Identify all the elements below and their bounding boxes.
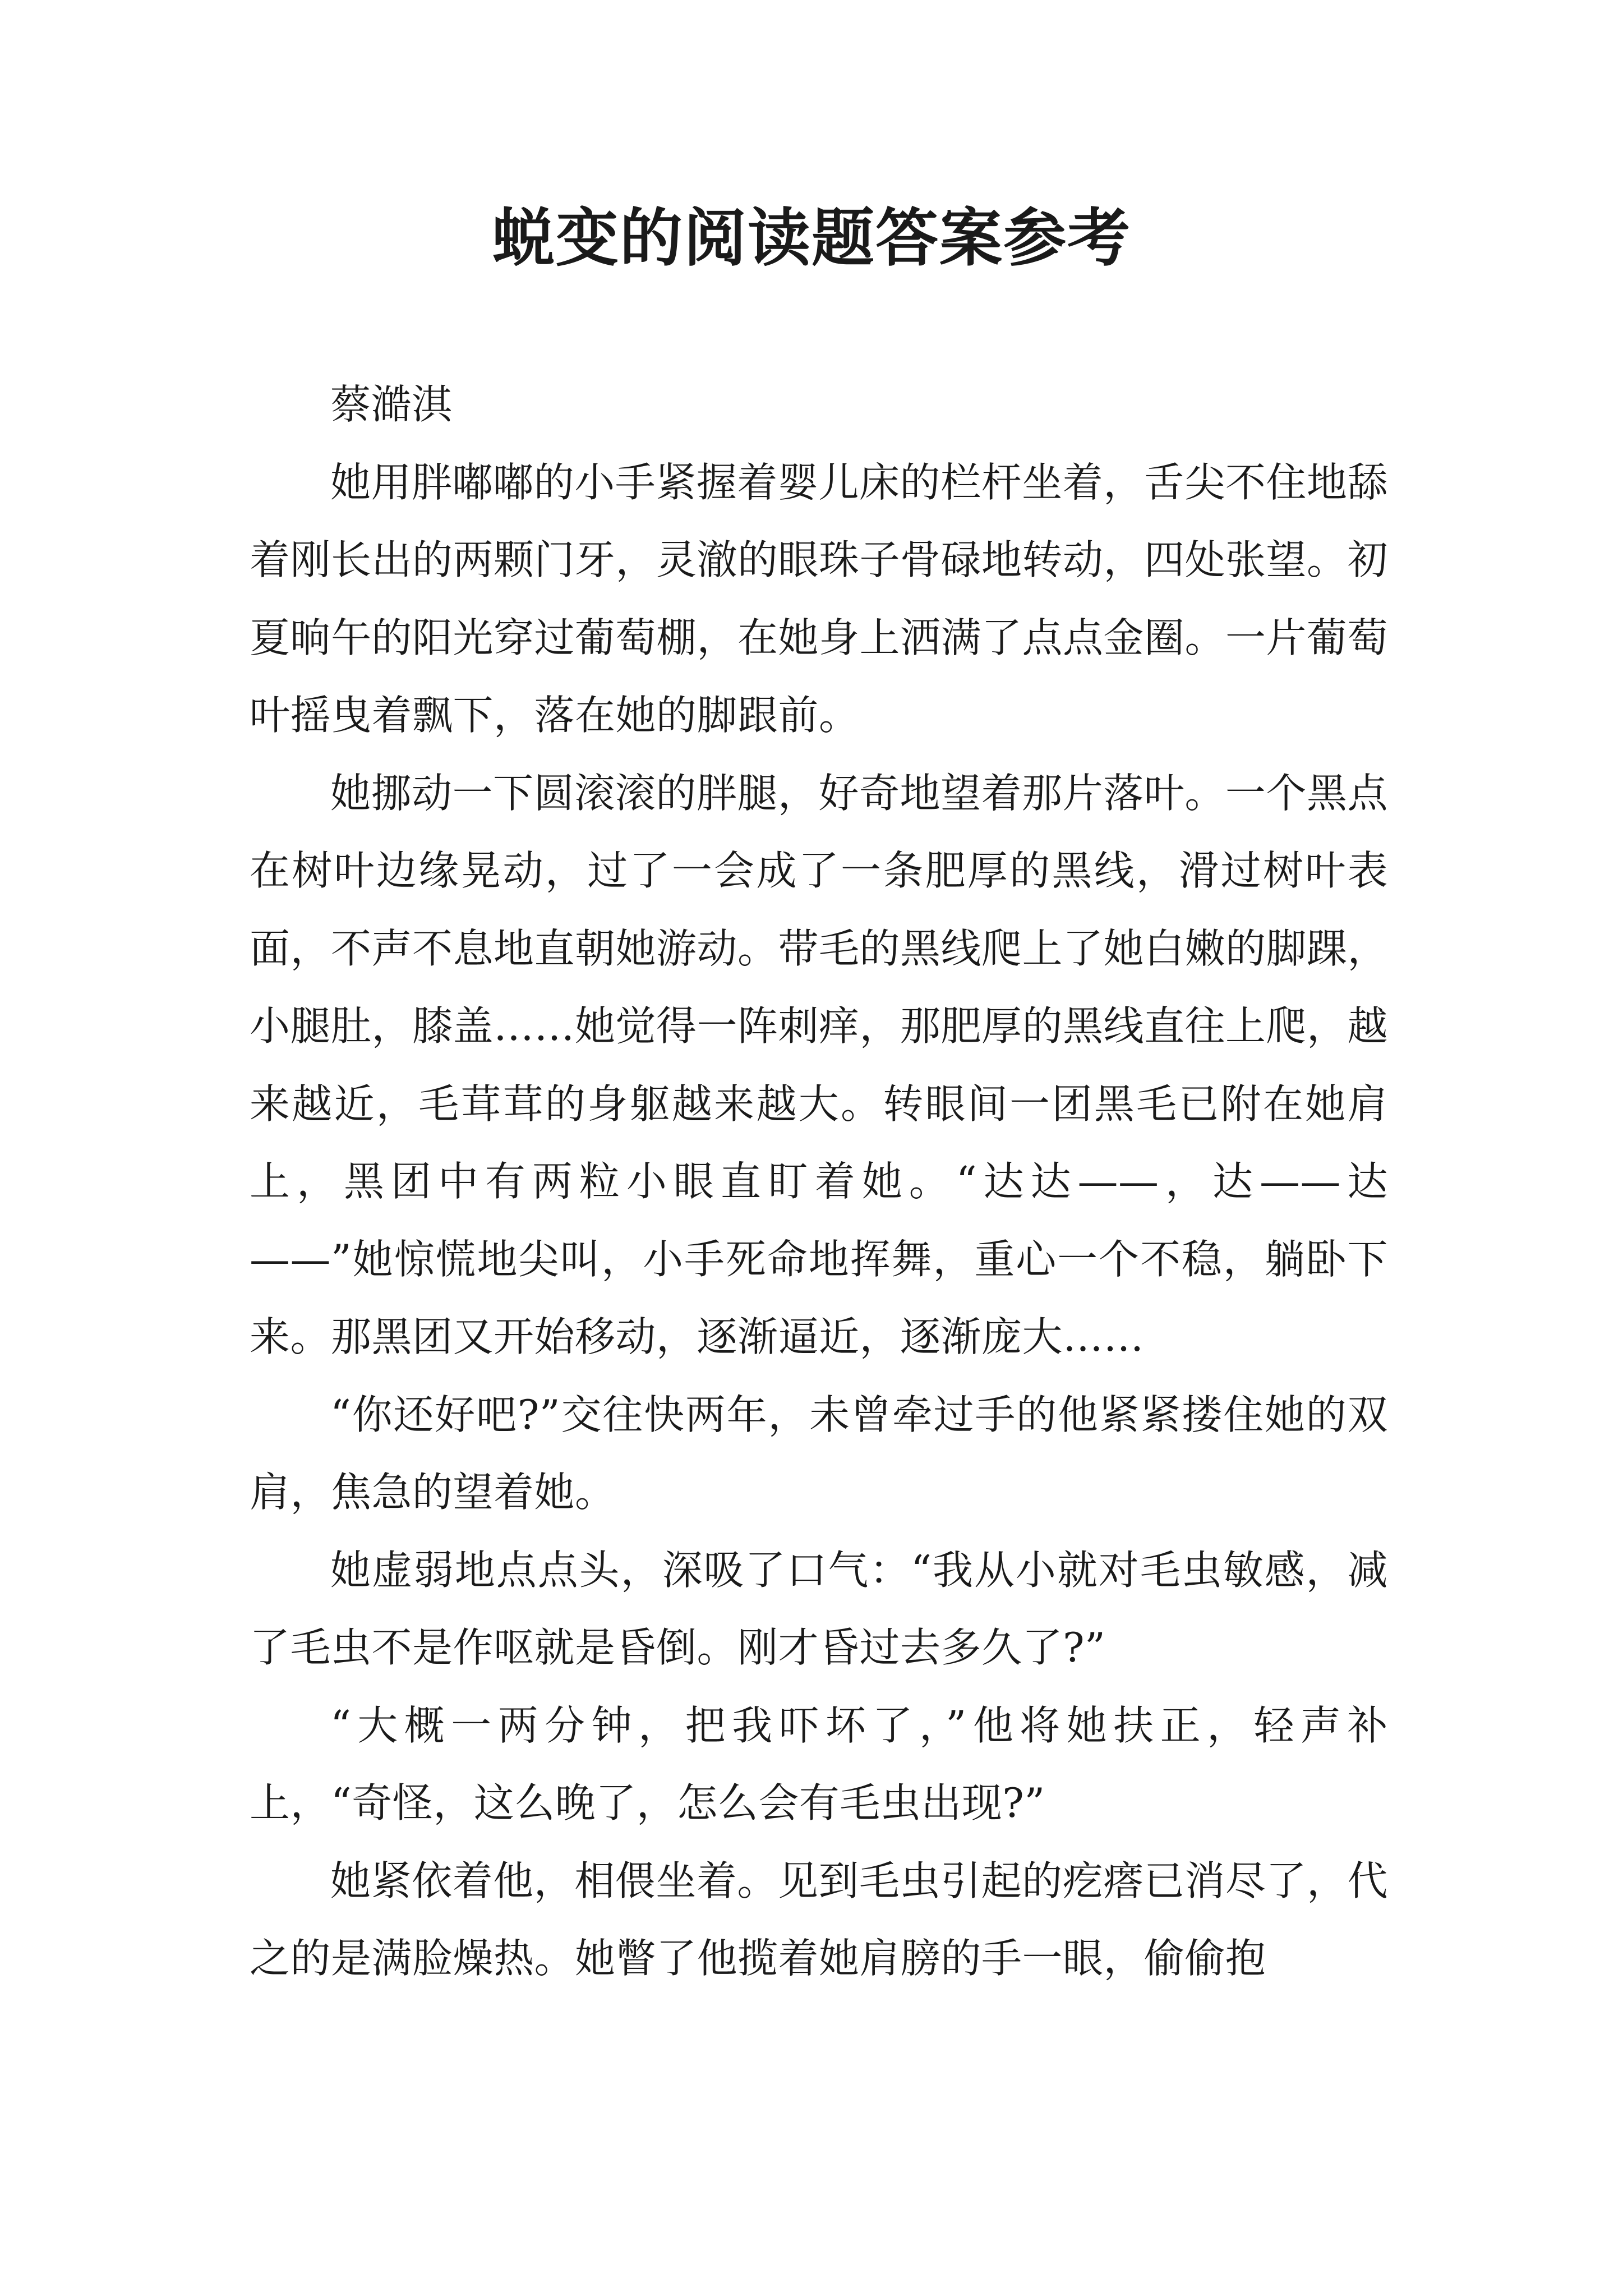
paragraph-2: 她挪动一下圆滚滚的胖腿，好奇地望着那片落叶。一个黑点在树叶边缘晃动，过了一会成了一条肥厚的黑线，滑过树叶表面，不声不息地直朝她游动。带毛的黑线爬上了她白嫩的脚踝，小腿肚，膝盖……她觉得一阵刺痒，那肥厚的黑线直往上爬，越来越近，毛茸茸的身躯越来越大。转眼间一团黑毛已附在她肩上，黑团中有两粒小眼直盯着她。“达达——，达——达——”她惊慌地尖叫，小手死命地挥舞，重心一个不稳，躺卧下来。那黑团又开始移动，逐渐逼近，逐渐庞大…… — [250, 769, 1389, 1360]
paragraph-4: 她虚弱地点点头，深吸了口气：“我从小就对毛虫敏感，减了毛虫不是作呕就是昏倒。刚才昏过去多久了?” — [250, 1546, 1388, 1671]
paragraph-5: “大概一两分钟，把我吓坏了，”他将她扶正，轻声补上，“奇怪，这么晚了，怎么会有毛虫出现?” — [250, 1701, 1388, 1826]
paragraph-6: 她紧依着他，相偎坐着。见到毛虫引起的疙瘩已消尽了，代之的是满脸燥热。她瞥了他揽着她肩膀的手一眼，偷偷抱 — [250, 1857, 1388, 1982]
author-line: 蔡澔淇 — [330, 381, 453, 428]
document-title: 蜕变的阅读题答案参考 — [492, 201, 1131, 275]
paragraph-1: 她用胖嘟嘟的小手紧握着婴儿床的栏杆坐着，舌尖不住地舔着刚长出的两颗门牙，灵澈的眼珠子骨碌地转动，四处张望。初夏晌午的阳光穿过葡萄棚，在她身上洒满了点点金圈。一片葡萄叶摇曳着飘下，落在她的脚跟前。 — [250, 458, 1389, 739]
document-body — [250, 366, 1388, 1998]
paragraph-3: “你还好吧?”交往快两年，未曾牵过手的他紧紧搂住她的双肩，焦急的望着她。 — [250, 1391, 1388, 1516]
